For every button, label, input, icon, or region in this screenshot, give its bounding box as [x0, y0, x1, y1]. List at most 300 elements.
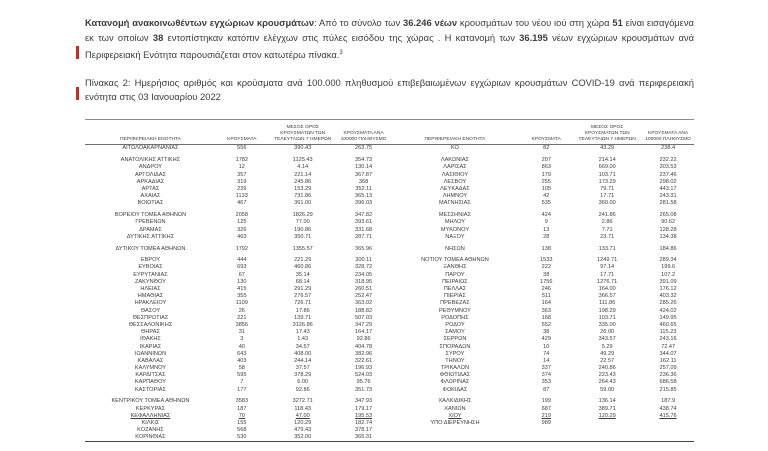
left-value-cell: 1109: [235, 300, 248, 307]
right-region-cell: ΦΛΩΡΙΝΑΣ: [440, 379, 470, 386]
left-region-cell: ΚΟΖΑΝΗΣ: [137, 427, 164, 434]
left-value-cell: 187: [237, 405, 247, 412]
right-region-cell: [389, 434, 520, 442]
left-region-cell: ΚΑΡΔΙΤΣΑΣ: [135, 372, 166, 379]
left-value-cell: 354.73: [355, 157, 373, 164]
left-value-cell: 92.86: [295, 386, 310, 393]
left-value-cell: 328.72: [355, 264, 373, 271]
left-value-cell: 408.00: [294, 350, 312, 357]
left-value-cell: 726.71: [294, 300, 312, 307]
right-value-cell: 391.09: [659, 278, 677, 285]
left-value-cell: 355: [237, 293, 247, 300]
right-value-cell: 443.17: [659, 186, 677, 193]
left-value-cell: 125: [237, 219, 247, 226]
left-value-cell: 7: [240, 379, 244, 386]
right-region-cell: ΛΑΚΩΝΙΑΣ: [440, 157, 470, 164]
right-value-cell: 343.57: [598, 336, 616, 343]
right-value-cell: 460.65: [659, 321, 677, 328]
table-row: [85, 357, 694, 364]
left-region-cell: ΚΑΡΠΑΘΟΥ: [134, 379, 167, 386]
left-value-cell: 17.86: [295, 307, 310, 314]
right-value-cell: 363: [541, 307, 551, 314]
table-body: [85, 144, 694, 441]
left-value-cell: 347.93: [355, 398, 373, 405]
table-row: [85, 314, 694, 321]
left-region-cell: ΙΩΑΝΝΙΝΩΝ: [134, 350, 167, 357]
right-region-cell: ΥΠΟ ΔΙΕΡΕΥΝΗΣΗ: [430, 420, 480, 427]
right-value-cell: 1249.71: [597, 257, 618, 264]
right-value-cell: 240.86: [598, 365, 616, 372]
left-value-cell: 378.29: [294, 372, 312, 379]
left-value-cell: 31: [238, 329, 245, 336]
left-value-cell: 1125.43: [292, 157, 313, 164]
left-value-cell: 139.71: [294, 314, 312, 321]
right-value-cell: 243.16: [659, 336, 677, 343]
left-region-cell: ΚΕΡΚΥΡΑΣ: [135, 405, 166, 412]
right-value-cell: 1756: [540, 278, 553, 285]
right-value-cell: 168: [541, 314, 551, 321]
table-row: [85, 336, 694, 343]
table-row: [85, 245, 694, 252]
left-region-cell: ΚΑΣΤΟΡΙΑΣ: [134, 386, 166, 393]
left-value-cell: 319: [237, 178, 247, 185]
left-value-cell: 326: [237, 226, 247, 233]
left-value-cell: 58: [238, 365, 245, 372]
left-value-cell: 415: [237, 286, 247, 293]
table-row: [85, 286, 694, 293]
right-value-cell: 103.71: [598, 314, 616, 321]
table-row: [85, 293, 694, 300]
left-region-cell: ΔΥΤΙΚΗΣ ΑΤΤΙΚΗΣ: [126, 233, 175, 240]
right-value-cell: 429: [541, 336, 551, 343]
table-row: [85, 257, 694, 264]
right-region-cell: ΛΕΥΚΑΔΑΣ: [440, 186, 470, 193]
header-mean7d-right: ΜΕΣΟΣ ΟΡΟΣ ΚΡΟΥΣΜΑΤΩΝ ΤΩΝ ΤΕΛΕΥΤΑΙΩΝ 7 ΗΜΕΡΩΝ: [572, 125, 642, 144]
left-region-cell: ΚΙΛΚΙΣ: [141, 420, 160, 427]
left-value-cell: 331.68: [355, 226, 373, 233]
right-value-cell: 360.00: [598, 200, 616, 207]
left-value-cell: 190.86: [294, 226, 312, 233]
left-region-cell: ΕΒΡΟΥ: [140, 257, 161, 264]
left-value-cell: 479.43: [294, 427, 312, 434]
right-value-cell: 219: [541, 412, 551, 419]
left-value-cell: 367.87: [355, 171, 373, 178]
right-value-cell: 281.58: [659, 200, 677, 207]
right-value-cell: 238.4: [661, 145, 676, 152]
left-value-cell: 347.29: [355, 321, 373, 328]
left-value-cell: 365.31: [355, 434, 373, 441]
left-value-cell: 3: [240, 336, 244, 343]
right-value-cell: [642, 427, 694, 434]
right-region-cell: ΠΕΙΡΑΙΩΣ: [442, 278, 468, 285]
left-region-cell: ΑΡΚΑΔΙΑΣ: [136, 178, 165, 185]
right-value-cell: 133.71: [598, 245, 616, 252]
intro-bold-text: Κατανομή ανακοινωθέντων εγχώριων κρουσμάτων: [85, 17, 315, 28]
right-region-cell: ΡΟΔΟΥ: [445, 321, 465, 328]
right-value-cell: 26.00: [600, 329, 615, 336]
left-region-cell: ΘΕΣΣΑΛΟΝΙΚΗΣ: [128, 321, 173, 328]
table-row: [85, 300, 694, 307]
right-region-cell: ΤΡΙΚΑΛΩΝ: [440, 365, 469, 372]
table-row: [85, 157, 694, 164]
left-value-cell: 524.03: [355, 372, 373, 379]
right-value-cell: 136.14: [598, 398, 616, 405]
right-value-cell: 255: [541, 178, 551, 185]
intro-text: είναι εισαγόμενα εκ των οποίων: [85, 17, 694, 43]
right-value-cell: [642, 419, 694, 426]
table-row: [85, 164, 694, 171]
right-value-cell: 5.29: [601, 343, 613, 350]
right-value-cell: 222: [541, 264, 551, 271]
table-row: [85, 307, 694, 314]
header-per100k-right: ΚΡΟΥΣΜΑΤΑ ΑΝΑ 100000 ΠΛΗΘΥΣΜΟ: [642, 125, 694, 144]
right-value-cell: 989: [541, 420, 551, 427]
left-value-cell: 252.47: [355, 293, 373, 300]
right-value-cell: 111.86: [599, 300, 616, 307]
table-row: [85, 278, 694, 285]
left-value-cell: 363.02: [355, 300, 373, 307]
right-value-cell: 241.86: [598, 212, 616, 219]
left-value-cell: 365.13: [355, 193, 373, 200]
right-region-cell: ΧΑΝΙΩΝ: [444, 405, 466, 412]
left-value-cell: 1133: [235, 193, 248, 200]
left-value-cell: 1782: [235, 157, 249, 164]
left-value-cell: 378.17: [355, 427, 373, 434]
left-value-cell: 26: [238, 307, 245, 314]
left-region-cell: ΘΑΣΟΥ: [140, 307, 161, 314]
left-value-cell: 347.82: [355, 212, 373, 219]
right-value-cell: 38: [543, 271, 550, 278]
right-value-cell: 179: [541, 171, 551, 178]
left-value-cell: 444: [237, 257, 247, 264]
table-row: [85, 171, 694, 178]
left-value-cell: 365.96: [355, 245, 373, 252]
right-value-cell: 257.09: [659, 365, 677, 372]
right-value-cell: [520, 427, 572, 434]
right-value-cell: 403.32: [659, 293, 677, 300]
header-per100k-left: ΚΡΟΥΣΜΑΤΑ ΑΝΑ 100000 ΠΛΗΘΥΣΜΟ: [338, 125, 390, 144]
left-region-cell: ΓΡΕΒΕΝΩΝ: [135, 219, 166, 226]
right-value-cell: [572, 419, 642, 426]
left-value-cell: 195.53: [355, 412, 373, 419]
right-region-cell: ΣΥΡΟΥ: [445, 350, 465, 357]
right-value-cell: 438.74: [659, 405, 677, 412]
right-value-cell: 298.02: [659, 178, 677, 185]
right-region-cell: ΠΡΕΒΕΖΑΣ: [440, 300, 470, 307]
right-value-cell: 176.12: [659, 286, 677, 293]
left-value-cell: 568: [237, 427, 247, 434]
left-region-cell: ΙΘΑΚΗΣ: [140, 336, 161, 343]
left-region-cell: ΖΑΚΥΝΘΟΥ: [135, 278, 166, 285]
right-region-cell: ΛΕΣΒΟΥ: [443, 178, 467, 185]
right-value-cell: 28: [543, 233, 550, 240]
right-value-cell: 7.71: [601, 226, 613, 233]
table-row: [85, 434, 694, 442]
left-value-cell: 351.73: [355, 386, 373, 393]
left-value-cell: 95.76: [356, 379, 371, 386]
right-value-cell: 552: [541, 321, 551, 328]
table-row: [85, 372, 694, 379]
left-value-cell: 300.11: [355, 257, 372, 264]
left-value-cell: 67: [238, 271, 245, 278]
right-region-cell: ΠΕΛΛΑΣ: [443, 286, 467, 293]
header-cases-left: ΚΡΟΥΣΜΑΤΑ: [216, 125, 268, 144]
right-value-cell: 115.23: [659, 329, 677, 336]
right-value-cell: 17.71: [600, 193, 615, 200]
right-value-cell: 49.29: [600, 350, 615, 357]
table-caption: Πίνακας 2: Ημερήσιος αριθμός και κρούσματα ανά 100.000 πληθυσμού επιβεβαιωμένων εγχώριων κρουσμάτων COVID-19 ανά περιφερειακή ενότητα στις 03 Ιανουαρίου 2022: [85, 76, 694, 102]
header-mean7d-left: ΜΕΣΟΣ ΟΡΟΣ ΚΡΟΥΣΜΑΤΩΝ ΤΩΝ ΤΕΛΕΥΤΑΙΩΝ 7 ΗΜΕΡΩΝ: [268, 125, 338, 144]
left-value-cell: 352.11: [355, 186, 372, 193]
right-value-cell: 265.08: [659, 212, 677, 219]
right-value-cell: 366.57: [598, 293, 616, 300]
right-value-cell: 246: [541, 286, 551, 293]
left-value-cell: 731.86: [294, 193, 312, 200]
table-row: [85, 200, 694, 207]
right-value-cell: 669.00: [598, 164, 616, 171]
right-region-cell: ΦΩΚΙΔΑΣ: [442, 386, 468, 393]
right-value-cell: 82: [543, 145, 550, 152]
left-value-cell: 221.14: [294, 171, 312, 178]
left-value-cell: 3126.86: [292, 321, 313, 328]
right-value-cell: 232.22: [659, 157, 677, 164]
right-region-cell: ΣΑΜΟΥ: [445, 329, 465, 336]
left-region-cell: ΕΥΡΥΤΑΝΙΑΣ: [133, 271, 168, 278]
left-value-cell: 595: [237, 372, 247, 379]
left-value-cell: 322.61: [355, 357, 373, 364]
right-region-cell: ΡΟΔΟΠΗΣ: [441, 314, 469, 321]
left-region-cell: ΗΜΑΘΙΑΣ: [137, 293, 164, 300]
left-value-cell: 287.71: [355, 233, 373, 240]
intro-bold-text: 38: [152, 31, 164, 43]
right-value-cell: 43.29: [600, 145, 615, 152]
left-value-cell: 463: [237, 233, 247, 240]
left-value-cell: 196.93: [355, 365, 373, 372]
right-value-cell: 199: [541, 398, 551, 405]
table-row: [85, 144, 694, 152]
right-region-cell: ΜΑΓΝΗΣΙΑΣ: [439, 200, 471, 207]
left-region-cell: ΑΡΤΑΣ: [141, 186, 160, 193]
table-row: [85, 343, 694, 350]
right-value-cell: 344.07: [659, 350, 677, 357]
page-content: [85, 16, 694, 442]
table-row: [85, 427, 694, 434]
table-row: [85, 219, 694, 226]
left-region-cell: ΑΙΤΩΛΟΑΚΑΡΝΑΝΙΑΣ: [122, 145, 179, 152]
left-value-cell: 120.29: [294, 420, 312, 427]
left-value-cell: 390.43: [294, 145, 312, 152]
right-value-cell: 535: [541, 200, 551, 207]
table-row: [85, 412, 694, 419]
left-value-cell: 276.57: [294, 293, 312, 300]
intro-bold-text: 36.246 νέων: [402, 17, 458, 28]
table-header: [85, 125, 694, 144]
left-value-cell: 245.86: [294, 178, 312, 185]
right-value-cell: 199.6: [661, 264, 676, 271]
divider-rule: [85, 119, 694, 120]
left-value-cell: 244.14: [294, 357, 312, 364]
intro-bold-text: 51: [612, 17, 623, 28]
right-region-cell: [389, 427, 520, 434]
table-row: [85, 264, 694, 271]
right-value-cell: 353: [541, 379, 551, 386]
table-row: [85, 185, 694, 192]
left-value-cell: 164.17: [355, 329, 373, 336]
right-value-cell: 374: [541, 372, 551, 379]
table-row: [85, 226, 694, 233]
left-value-cell: 1.43: [297, 336, 309, 343]
right-value-cell: 42: [543, 193, 550, 200]
right-value-cell: 214.14: [598, 157, 616, 164]
left-value-cell: 3272.71: [292, 398, 313, 405]
left-value-cell: 6.00: [297, 379, 309, 386]
left-value-cell: 35.14: [295, 271, 310, 278]
right-value-cell: 686.58: [659, 379, 677, 386]
table-row: [85, 329, 694, 336]
revision-bar-caption: [76, 87, 79, 100]
right-value-cell: 103.71: [598, 171, 616, 178]
left-value-cell: 70: [238, 412, 245, 419]
right-region-cell: ΦΘΙΩΤΙΔΑΣ: [439, 372, 471, 379]
right-value-cell: 415.76: [659, 412, 677, 419]
right-value-cell: 264.43: [598, 379, 616, 386]
right-value-cell: 149.95: [659, 314, 677, 321]
right-value-cell: 223.43: [598, 372, 616, 379]
right-region-cell: ΤΗΝΟΥ: [445, 357, 465, 364]
left-value-cell: 357: [237, 171, 247, 178]
left-value-cell: 221.29: [294, 257, 312, 264]
left-region-cell: ΑΝΑΤΟΛΙΚΗΣ ΑΤΤΙΚΗΣ: [120, 157, 181, 164]
right-region-cell: ΣΕΡΡΩΝ: [443, 336, 467, 343]
table-row: [85, 178, 694, 185]
right-value-cell: 128.28: [659, 226, 677, 233]
left-region-cell: ΗΡΑΚΛΕΙΟΥ: [134, 300, 167, 307]
header-region-left: ΠΕΡΙΦΕΡΕΙΑΚΗ ΕΝΟΤΗΤΑ: [85, 125, 216, 144]
left-value-cell: 403: [237, 357, 247, 364]
right-value-cell: 289.34: [659, 257, 677, 264]
right-value-cell: 389.71: [598, 405, 616, 412]
table-row: [85, 398, 694, 405]
revision-bar-intro: [76, 46, 79, 59]
left-value-cell: 396.03: [355, 200, 373, 207]
left-region-cell: ΑΝΔΡΟΥ: [138, 164, 163, 171]
left-value-cell: 643: [237, 350, 247, 357]
intro-text: νέων εγχώριων κρουσμάτων ανά Περιφερειακή Ενότητα παρουσιάζεται στον κατωτέρω πίνακα.: [85, 31, 694, 60]
left-region-cell: ΔΡΑΜΑΣ: [139, 226, 162, 233]
right-region-cell: ΣΠΟΡΑΔΩΝ: [439, 343, 471, 350]
right-region-cell: ΜΕΣΣΗΝΙΑΣ: [438, 212, 471, 219]
intro-paragraph: [85, 16, 694, 63]
right-region-cell: ΝΗΣΩΝ: [445, 245, 465, 252]
table-row: [85, 233, 694, 240]
right-value-cell: 38: [543, 329, 550, 336]
left-value-cell: 4.14: [297, 164, 309, 171]
right-value-cell: 134.38: [659, 233, 677, 240]
left-value-cell: 12: [238, 164, 245, 171]
right-value-cell: 215.85: [659, 386, 677, 393]
right-value-cell: 1276.71: [597, 278, 618, 285]
right-value-cell: 236.36: [659, 372, 677, 379]
right-value-cell: 74: [543, 350, 550, 357]
left-value-cell: 2058: [235, 212, 249, 219]
left-value-cell: 188.82: [355, 307, 373, 314]
left-value-cell: 263.75: [355, 145, 373, 152]
right-region-cell: ΡΕΘΥΜΝΟΥ: [438, 307, 471, 314]
left-region-cell: ΒΟΡΕΙΟΥ ΤΟΜΕΑ ΑΘΗΝΩΝ: [114, 212, 187, 219]
right-value-cell: 511: [541, 293, 551, 300]
right-value-cell: 138: [541, 245, 551, 252]
right-region-cell: ΜΥΚΟΝΟΥ: [440, 226, 470, 233]
left-value-cell: 92.86: [356, 336, 371, 343]
left-region-cell: ΚΑΛΥΜΝΟΥ: [134, 365, 167, 372]
right-region-cell: ΚΩ: [450, 145, 459, 152]
right-value-cell: 184.86: [659, 245, 677, 252]
right-value-cell: 2.86: [601, 219, 613, 226]
right-value-cell: 97.14: [600, 264, 615, 271]
left-value-cell: 77.00: [295, 219, 310, 226]
left-region-cell: ΑΡΓΟΛΙΔΑΣ: [134, 171, 166, 178]
left-value-cell: 530: [237, 434, 247, 441]
left-value-cell: 37.57: [295, 365, 310, 372]
left-value-cell: 239: [237, 186, 247, 193]
footnote-ref: 3: [339, 49, 343, 56]
table-row: [85, 365, 694, 372]
right-value-cell: 72.47: [661, 343, 676, 350]
right-value-cell: 10: [543, 343, 550, 350]
left-value-cell: 460.86: [294, 264, 312, 271]
left-value-cell: 291.29: [294, 286, 312, 293]
right-value-cell: 23.71: [600, 233, 615, 240]
left-value-cell: 318.95: [355, 278, 373, 285]
left-value-cell: 234.05: [355, 271, 373, 278]
left-value-cell: 182.74: [355, 420, 373, 427]
right-value-cell: 187.9: [661, 398, 676, 405]
left-region-cell: ΚΕΦΑΛΛΗΝΙΑΣ: [130, 412, 171, 419]
left-value-cell: 393.61: [355, 219, 373, 226]
left-region-cell: ΚΟΡΙΝΘΙΑΣ: [135, 434, 166, 441]
right-region-cell: ΜΗΛΟΥ: [444, 219, 466, 226]
left-value-cell: 130.14: [355, 164, 373, 171]
right-value-cell: 1533: [540, 257, 553, 264]
right-value-cell: 107.2: [661, 271, 676, 278]
left-value-cell: 404.78: [355, 343, 373, 350]
left-value-cell: 350.71: [294, 233, 312, 240]
left-value-cell: 177: [237, 386, 247, 393]
intro-text: κρουσμάτων του νέου ιού στη χώρα: [457, 17, 613, 28]
right-value-cell: [642, 434, 694, 442]
right-value-cell: 9: [544, 219, 548, 226]
right-value-cell: 164.00: [598, 286, 616, 293]
left-region-cell: ΙΚΑΡΙΑΣ: [139, 343, 162, 350]
left-value-cell: 507.03: [355, 314, 373, 321]
table-row: [85, 321, 694, 328]
right-value-cell: 687: [541, 405, 551, 412]
table-row: [85, 193, 694, 200]
right-value-cell: 863: [541, 164, 551, 171]
left-value-cell: 118.43: [294, 405, 312, 412]
table-row: [85, 419, 694, 426]
left-value-cell: 155: [237, 420, 247, 427]
header-region-right: ΠΕΡΙΦΕΡΕΙΑΚΗ ΕΝΟΤΗΤΑ: [389, 125, 520, 144]
right-value-cell: 335.00: [598, 321, 616, 328]
left-value-cell: 47.00: [295, 412, 310, 419]
left-value-cell: 368: [358, 178, 369, 185]
left-value-cell: 68.14: [295, 278, 310, 285]
table-row: [85, 271, 694, 278]
right-value-cell: 87: [543, 386, 550, 393]
intro-bold-text: 36.195: [519, 31, 548, 43]
intro-text: : Από το σύνολο των: [314, 17, 403, 28]
